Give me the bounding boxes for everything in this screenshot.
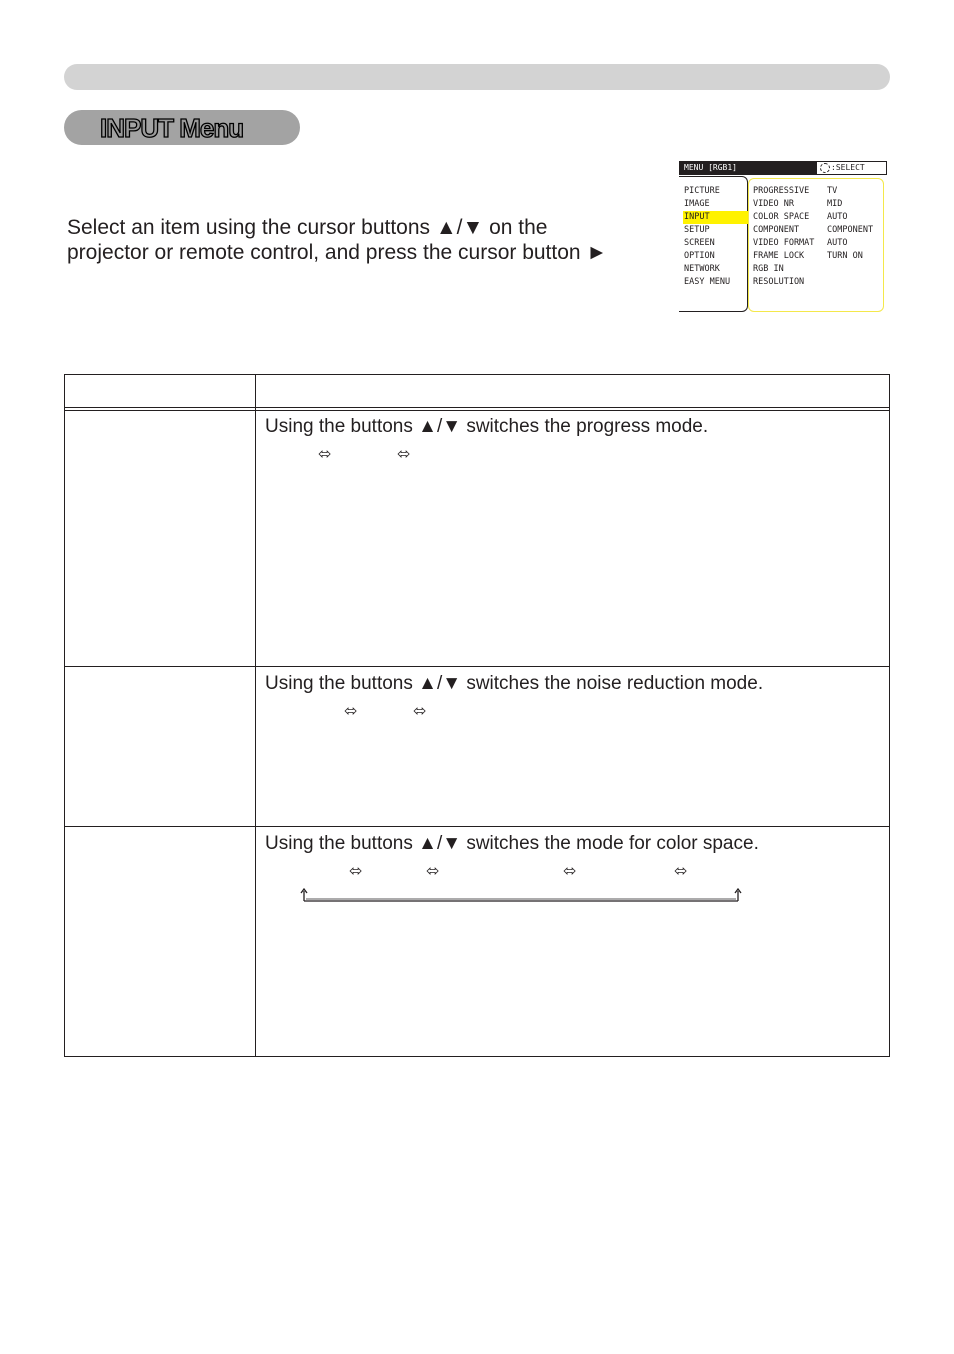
header-bar (64, 64, 890, 90)
select-dial-icon (820, 163, 830, 173)
intro-line-2: projector or remote control, and press the cursor button ► (67, 241, 608, 264)
intro-text (67, 215, 607, 265)
osd-value-progressive: TV (827, 186, 838, 196)
osd-value-color-space: AUTO (827, 212, 848, 222)
osd-sub-item-video-format[interactable]: VIDEO FORMAT (753, 238, 815, 248)
video-nr-description: Using the buttons ▲/▼ switches the noise reduction mode. (265, 673, 764, 694)
osd-sub-item-rgb-in[interactable]: RGB IN (753, 264, 784, 274)
osd-menu-item-screen[interactable]: SCREEN (684, 238, 715, 248)
osd-menu-item-input[interactable]: INPUT (683, 211, 748, 224)
osd-sub-item-video-nr[interactable]: VIDEO NR (753, 199, 794, 209)
osd-sub-item-progressive[interactable]: PROGRESSIVE (753, 186, 810, 196)
osd-sub-item-resolution[interactable]: RESOLUTION (753, 277, 805, 287)
double-arrow-icon: ⬄ (318, 444, 332, 463)
double-arrow-icon: ⬄ (413, 701, 427, 720)
osd-header (679, 161, 887, 175)
double-arrow-icon: ⬄ (397, 444, 411, 463)
osd-header-select: :SELECT (831, 163, 865, 172)
osd-value-video-nr: MID (827, 199, 843, 209)
osd-menu-item-setup[interactable]: SETUP (684, 225, 710, 235)
osd-main-menu-list (684, 185, 748, 289)
double-arrow-icon: ⬄ (563, 861, 577, 880)
table-row-divider (65, 826, 889, 827)
osd-menu-item-picture[interactable]: PICTURE (684, 186, 720, 196)
table-column-divider (255, 375, 256, 1056)
double-arrow-icon: ⬄ (344, 701, 358, 720)
osd-value-frame-lock: TURN ON (827, 251, 863, 261)
osd-value-component: COMPONENT (827, 225, 874, 235)
osd-sub-item-color-space[interactable]: COLOR SPACE (753, 212, 810, 222)
osd-menu-item-option[interactable]: OPTION (684, 251, 715, 261)
color-space-description: Using the buttons ▲/▼ switches the mode for color space. (265, 833, 759, 854)
osd-header-title: MENU [RGB1] (680, 162, 817, 174)
osd-menu-item-network[interactable]: NETWORK (684, 264, 720, 274)
osd-sub-item-component[interactable]: COMPONENT (753, 225, 800, 235)
table-row-divider (65, 666, 889, 667)
page-title: INPUT Menu (100, 113, 244, 143)
double-arrow-icon: ⬄ (426, 861, 440, 880)
input-menu-table (64, 374, 890, 1057)
osd-sub-item-frame-lock[interactable]: FRAME LOCK (753, 251, 805, 261)
table-header-divider (65, 407, 889, 411)
section-title-pill (64, 110, 300, 145)
double-arrow-icon: ⬄ (674, 861, 688, 880)
osd-menu-item-image[interactable]: IMAGE (684, 199, 710, 209)
progressive-description: Using the buttons ▲/▼ switches the progress mode. (265, 416, 709, 437)
intro-line-1: Select an item using the cursor buttons ▲/▼ on the (67, 216, 548, 239)
osd-value-video-format: AUTO (827, 238, 848, 248)
osd-value-list (827, 185, 873, 263)
osd-menu-item-easy-menu[interactable]: EASY MENU (684, 277, 731, 287)
cycle-loop-arrow-icon (300, 887, 742, 902)
double-arrow-icon: ⬄ (349, 861, 363, 880)
osd-submenu-list (753, 185, 814, 289)
osd-menu-screenshot (679, 161, 887, 312)
